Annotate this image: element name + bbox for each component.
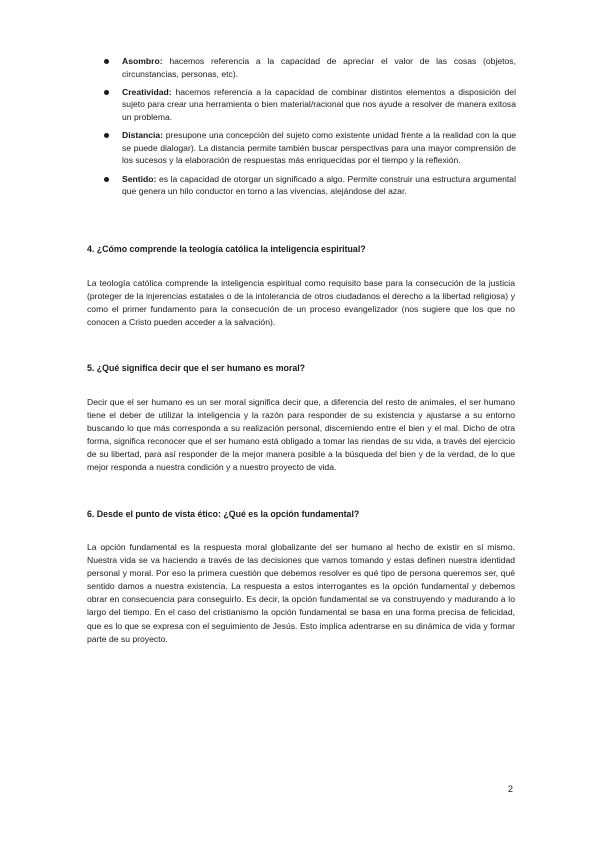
list-item <box>104 129 516 167</box>
bullet-icon <box>104 59 109 64</box>
bullet-icon <box>104 90 109 95</box>
bullet-icon <box>104 133 109 138</box>
bullet-term: Distancia: <box>122 130 164 141</box>
list-item <box>104 173 516 198</box>
bullet-term: Sentido: <box>122 173 157 184</box>
bullet-icon <box>104 177 109 182</box>
list-item <box>104 55 516 80</box>
bullet-term: Creatividad: <box>122 86 172 97</box>
section-6-paragraph: La opción fundamental es la respuesta moral globalizante del ser humano al hecho de existir en sí mismo. Nuestra vida se va haciendo a través de las decisiones que vamos tomando y estas definen nuestra identidad personal y moral. Por eso la primera cuestión que debemos resolver es qué tipo de persona queremos ser, qué sentido damos a nuestra existencia. La respuesta a estos interrogantes es la opción fundamental y debemos obrar en consecuencia para conseguirlo. Es decir, la opción fundamental se va construyendo y madurando a lo largo del tiempo. En el caso del cristianismo la opción fundamental se basa en una forma precisa de felicidad, que es lo que se expresa con el seguimiento de Jesús. Esto implica adentrarse en su dinámica de vida y formar parte de su proyecto. <box>87 542 515 644</box>
bullet-text: hacemos referencia a la capacidad de apreciar el valor de las cosas (objetos, circunstancias, personas, etc). <box>122 56 516 79</box>
section-5-heading: 5. ¿Qué significa decir que el ser humano es moral? <box>87 363 306 373</box>
bullet-text: es la capacidad de otorgar un significado a algo. Permite construir una estructura argumental que genera un hilo conductor en torno a las vivencias, alejándose del azar. <box>122 173 516 197</box>
section-5-paragraph: Decir que el ser humano es un ser moral significa decir que, a diferencia del resto de animales, el ser humano tiene el deber de utilizar la inteligencia y la razón para responder de su existencia y ajustarse a su entorno buscando lo que más corresponda a su realización personal, discerniendo entre el bien y el mal. Dicho de otra forma, significa reconocer que el ser humano está obligado a tomar las riendas de su vida, a través del ejercicio de su libertad, para así responder de la mejor manera posible a la búsqueda del bien y de la verdad, de lo que mejor responda a nuestra condición y a nuestro proyecto de vida. <box>87 397 515 473</box>
bullet-term: Asombro: <box>122 56 163 66</box>
section-4-paragraph: La teología católica comprende la inteligencia espiritual como requisito base para la consecución de la justicia (proteger de la injerencias estatales o de la intolerancia de otros ciudadanos el derecho a la libertad religiosa) y como el primer fundamento para la consecución de un proceso evangelizador (nos sugiere que los que no conocen a Cristo pueden acceder a la salvación). <box>87 278 515 328</box>
section-6-heading: 6. Desde el punto de vista ético: ¿Qué es la opción fundamental? <box>87 509 360 519</box>
bullet-text: presupone una concepción del sujeto como existente unidad frente a la realidad con la que se puede dialogar). La distancia permite también buscar perspectivas para una mayor comprensión de los sucesos y la elaboración de respuestas más enriquecidas por el tiempo y la reflexión. <box>122 130 516 166</box>
bullet-list <box>104 55 516 203</box>
page-number: 2 <box>508 784 514 794</box>
bullet-text: hacemos referencia a la capacidad de combinar distintos elementos a disposición del sujeto para crear una herramienta o bien material/racional que nos ayude a resolver de manera exitosa un problema. <box>122 86 516 122</box>
list-item <box>104 86 516 124</box>
section-4-heading: 4. ¿Cómo comprende la teología católica la inteligencia espiritual? <box>87 244 366 254</box>
